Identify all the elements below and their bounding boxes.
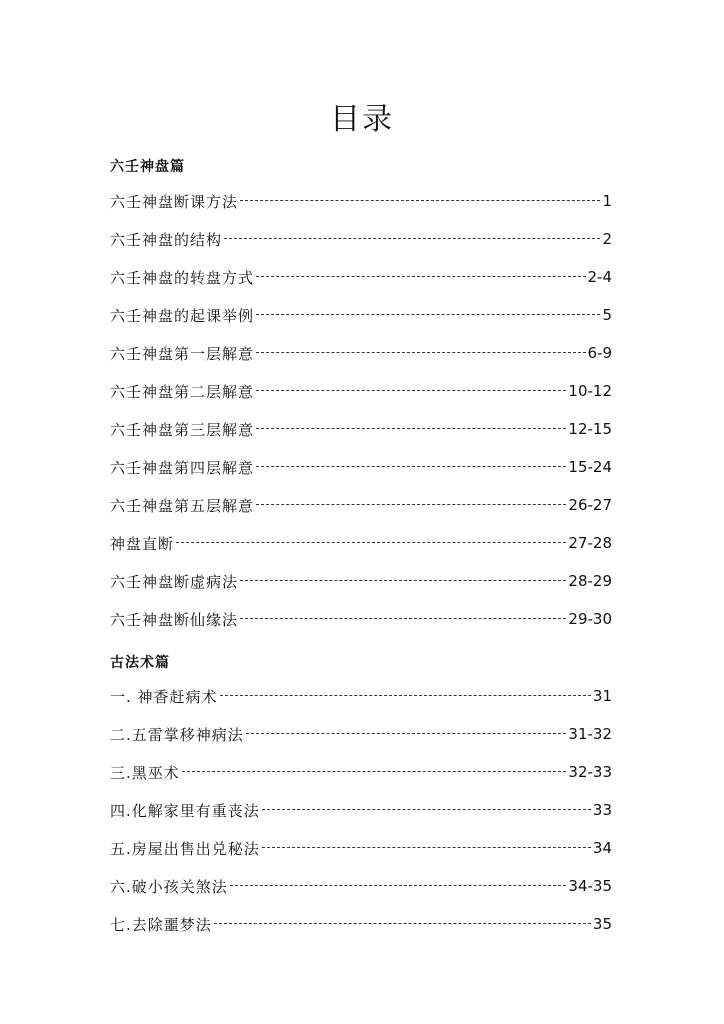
dot-leader (240, 200, 600, 202)
dot-leader (220, 695, 591, 697)
toc-entry-title: 二.五雷掌移神病法 (110, 725, 244, 744)
toc-entry-title: 四.化解家里有重丧法 (110, 801, 260, 820)
toc-entry-page-number: 34 (592, 839, 612, 857)
toc-entry-title: 七.去除噩梦法 (110, 915, 212, 934)
toc-entry-title: 一. 神香赶病术 (110, 687, 218, 706)
toc-entry-title: 六壬神盘第四层解意 (110, 458, 255, 477)
toc-list-liuren (110, 182, 612, 638)
toc-entry[interactable] (110, 372, 612, 410)
toc-entry[interactable] (110, 905, 612, 943)
toc-entry-title: 六壬神盘第二层解意 (110, 382, 255, 401)
toc-entry-title: 六壬神盘第一层解意 (110, 344, 255, 363)
toc-entry-title: 六.破小孩关煞法 (110, 877, 228, 896)
toc-entry[interactable] (110, 258, 612, 296)
toc-entry-title: 六壬神盘第五层解意 (110, 496, 255, 515)
toc-entry[interactable] (110, 829, 612, 867)
dot-leader (176, 542, 566, 544)
dot-leader (262, 847, 591, 849)
toc-entry-title: 六壬神盘第三层解意 (110, 420, 255, 439)
toc-entry-page-number: 31-32 (568, 725, 612, 743)
toc-entry-page-number: 34-35 (568, 877, 612, 895)
page-title: 目录 (330, 102, 394, 137)
toc-entry-page-number: 5 (602, 306, 612, 324)
toc-entry-page-number: 15-24 (568, 458, 612, 476)
dot-leader (182, 771, 567, 773)
toc-entry-page-number: 28-29 (568, 572, 612, 590)
toc-entry[interactable] (110, 562, 612, 600)
toc-entry[interactable] (110, 524, 612, 562)
toc-entry[interactable] (110, 220, 612, 258)
toc-entry-title: 三.黑巫术 (110, 763, 180, 782)
toc-entry-page-number: 33 (592, 801, 612, 819)
dot-leader (262, 809, 591, 811)
dot-leader (230, 885, 567, 887)
toc-entry-page-number: 2 (602, 230, 612, 248)
toc-entry[interactable] (110, 296, 612, 334)
section-heading-gufashu: 古法术篇 (110, 655, 170, 671)
toc-entry-title: 五.房屋出售出兑秘法 (110, 839, 260, 858)
toc-entry[interactable] (110, 600, 612, 638)
toc-list-gufashu (110, 677, 612, 943)
toc-entry-page-number: 2-4 (587, 268, 612, 286)
dot-leader (256, 504, 566, 506)
toc-entry-page-number: 35 (592, 915, 612, 933)
toc-entry[interactable] (110, 715, 612, 753)
toc-entry[interactable] (110, 867, 612, 905)
dot-leader (240, 618, 566, 620)
toc-entry[interactable] (110, 791, 612, 829)
toc-entry[interactable] (110, 448, 612, 486)
toc-entry-title: 六壬神盘的起课举例 (110, 306, 255, 325)
toc-entry-title: 神盘直断 (110, 534, 175, 553)
toc-entry-page-number: 27-28 (568, 534, 612, 552)
section-heading-liuren: 六壬神盘篇 (110, 159, 185, 175)
dot-leader (214, 923, 591, 925)
toc-entry-title: 六壬神盘的结构 (110, 230, 223, 249)
toc-entry[interactable] (110, 410, 612, 448)
toc-entry[interactable] (110, 182, 612, 220)
toc-entry-page-number: 10-12 (568, 382, 612, 400)
toc-entry-page-number: 32-33 (568, 763, 612, 781)
toc-entry-page-number: 26-27 (568, 496, 612, 514)
dot-leader (256, 314, 600, 316)
toc-entry[interactable] (110, 753, 612, 791)
dot-leader (256, 466, 566, 468)
dot-leader (256, 352, 585, 354)
dot-leader (224, 238, 600, 240)
toc-entry[interactable] (110, 334, 612, 372)
toc-entry-title: 六壬神盘的转盘方式 (110, 268, 255, 287)
dot-leader (256, 276, 585, 278)
dot-leader (256, 390, 566, 392)
toc-entry[interactable] (110, 677, 612, 715)
toc-entry-page-number: 31 (592, 687, 612, 705)
toc-entry-title: 六壬神盘断课方法 (110, 192, 239, 211)
toc-entry-title: 六壬神盘断虚病法 (110, 572, 239, 591)
toc-entry-page-number: 6-9 (587, 344, 612, 362)
toc-entry-page-number: 12-15 (568, 420, 612, 438)
toc-entry-page-number: 1 (602, 192, 612, 210)
toc-entry[interactable] (110, 486, 612, 524)
dot-leader (240, 580, 566, 582)
dot-leader (246, 733, 567, 735)
dot-leader (256, 428, 566, 430)
toc-entry-title: 六壬神盘断仙缘法 (110, 610, 239, 629)
toc-entry-page-number: 29-30 (568, 610, 612, 628)
